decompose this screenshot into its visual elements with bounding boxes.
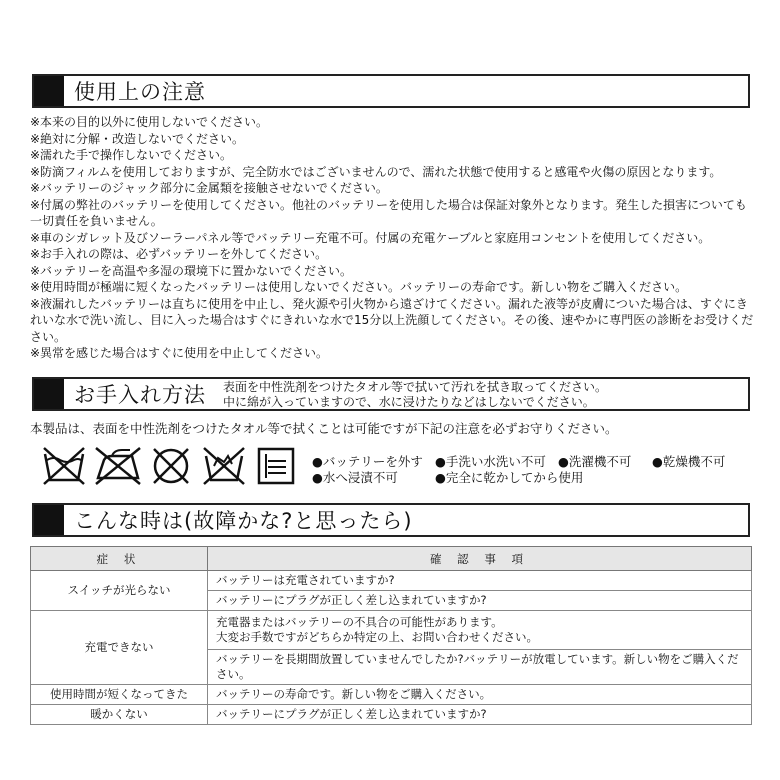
list-item: ※液漏れしたバッテリーは直ちに使用を中止し、発火源や引火物から遠ざけてください。漏れた液等が皮膚についた場合は、すぐにきれいな水で洗い流し、目に入った場合はすぐにきれいな水で15分以上洗顔してください。その後、速やかに専門医の診断をお受けください。: [30, 296, 754, 344]
list-item: ※絶対に分解・改造しないでください。: [30, 131, 245, 146]
list-item: ※バッテリーを高温や多湿の環境下に置かないでください。: [30, 263, 353, 278]
list-item: ※お手入れの際は、必ずバッテリーを外してください。: [30, 247, 328, 261]
no-iron-icon: [94, 446, 142, 486]
list-item: ※付属の弊社のバッテリーを使用してください。他社のバッテリーを使用した場合は保証対象外となります。発生した損害についても一切責任を負いません。: [30, 197, 747, 228]
section-marker: [34, 379, 64, 409]
column-header-checks: 確 認 事 項: [208, 547, 752, 571]
list-item: ※本来の目的以外に使用しないでください。: [30, 115, 269, 129]
table-row: [31, 705, 752, 725]
list-item: ※異常を感じた場合はすぐに使用を中止してください。: [30, 346, 329, 360]
symptom-cell: スイッチが光らない: [31, 571, 208, 611]
symptom-cell: 充電できない: [31, 611, 208, 685]
list-item: ※バッテリーのジャック部分に金属類を接触させないでください。: [30, 181, 388, 195]
table-row: [31, 611, 752, 650]
care-note-line1: 表面を中性洗剤をつけたタオル等で拭いて汚れを拭き取ってください。: [223, 380, 608, 394]
no-wash-icon: [42, 446, 86, 486]
care-legend-item: ●水へ浸漬不可: [312, 470, 398, 485]
care-legend-item: ●バッテリーを外す: [312, 454, 423, 469]
usage-section-title: 使用上の注意: [74, 80, 206, 104]
table-row: [31, 571, 752, 591]
care-intro: 本製品は、表面を中性洗剤をつけたタオル等で拭くことは可能ですが下記の注意を必ずお守りください。: [30, 421, 618, 436]
care-legend-item: ●手洗い水洗い不可: [435, 454, 546, 469]
trouble-section-header: [32, 503, 750, 537]
care-legend-item: ●乾燥機不可: [652, 454, 726, 469]
list-item: ※使用時間が極端に短くなったバッテリーは使用しないでください。バッテリーの寿命です。新しい物をご購入ください。: [30, 280, 688, 294]
check-cell: バッテリーは充電されていますか?: [208, 571, 752, 591]
care-icons: [42, 446, 300, 486]
list-item: ※防滴フィルムを使用しておりますが、完全防水ではございませんので、濡れた状態で使用すると感電や火傷の原因となります。: [30, 164, 722, 179]
trouble-section-title: こんな時は(故障かな?と思ったら): [74, 509, 413, 533]
symptom-cell: 使用時間が短くなってきた: [31, 685, 208, 705]
no-dryclean-icon: [150, 446, 192, 486]
tumble-dry-prohibited-icon: [256, 446, 296, 486]
troubleshooting-table: [30, 546, 752, 725]
care-note-line2: 中に綿が入っていますので、水に浸けたりなどはしないでください。: [223, 395, 595, 409]
check-cell: バッテリーにプラグが正しく差し込まれていますか?: [208, 705, 752, 725]
table-row: [31, 685, 752, 705]
care-legend-item: ●洗濯機不可: [558, 454, 632, 469]
check-cell: バッテリーにプラグが正しく差し込まれていますか?: [208, 591, 752, 611]
no-hand-wash-icon: [202, 446, 246, 486]
section-marker: [34, 76, 64, 106]
section-marker: [34, 505, 64, 535]
symptom-cell: 暖かくない: [31, 705, 208, 725]
list-item: ※車のシガレット及びソーラーパネル等でバッテリー充電不可。付属の充電ケーブルと家庭用コンセントを使用してください。: [30, 230, 711, 245]
check-cell: バッテリーの寿命です。新しい物をご購入ください。: [208, 685, 752, 705]
care-section-title: お手入れ方法: [74, 383, 206, 407]
usage-section-header: [32, 74, 750, 108]
care-legend-item: ●完全に乾かしてから使用: [435, 470, 584, 485]
column-header-symptom: 症 状: [31, 547, 208, 571]
check-cell: バッテリーを長期間放置していませんでしたか?バッテリーが放電しています。新しい物をご購入ください。: [208, 650, 752, 685]
list-item: ※濡れた手で操作しないでください。: [30, 148, 233, 162]
check-cell: 充電器またはバッテリーの不具合の可能性があります。 大変お手数ですがどちらか特定の上、お問い合わせください。: [208, 611, 752, 650]
usage-notes-list: [30, 114, 755, 362]
